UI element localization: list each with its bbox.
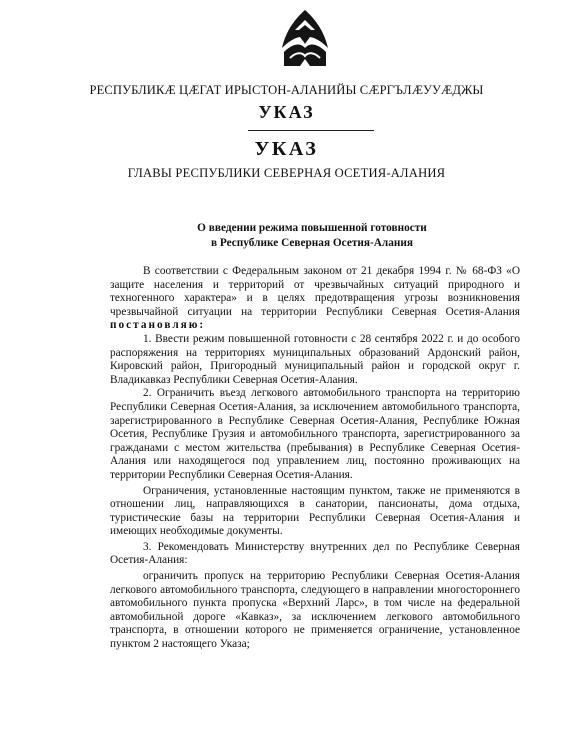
clause-1: 1. Ввести режим повышенной готовности с 28 сентября 2022 г. и до особого распоряжения на территориях муниципальных образований Ардонский район, Кировский район, Пригородный муниципальный район и городской округ г. Владикавказ Республики Северная Осетия-Алания. bbox=[110, 332, 520, 386]
clause-2: 2. Ограничить въезд легкового автомобильного транспорта на территорию Республики Северная Осетия-Алания, за исключением автомобильного транспорта, зарегистрированного в Республике Северная Осетия-Алания, Республике Южная Осетия, Республике Грузия и автомобильного транспорта, зарегистрированного за гражданами с местом жительства (пребывания) в Республике Северная Осетия-Алания или находящегося под управлением лиц, постоянно проживающих на территории Республики Северная Осетия-Алания. bbox=[110, 387, 520, 481]
header-ossetian: РЕСПУБЛИКӔ ЦӔГАТ ИРЫСТОН-АЛАНИЙЫ СӔРГЪЛӔУУӔДЖЫ bbox=[89, 83, 484, 97]
header-divider bbox=[248, 130, 374, 131]
mountain-emblem-icon bbox=[278, 8, 332, 68]
ukaz-russian: УКАЗ bbox=[254, 138, 319, 160]
decree-title-line1: О введении режима повышенной готовности bbox=[197, 222, 427, 234]
clause-3: 3. Рекомендовать Министерству внутренних дел по Республике Северная Осетия-Алания: bbox=[110, 540, 520, 567]
clause-3-item: ограничить пропуск на территорию Республики Северная Осетия-Алания легкового автомобильного транспорта, следующего в направлении многостороннего автомобильного пункта пропуска «Верхний Ларс», в том числе на федеральной автомобильной дороге «Кавказ», за исключением легкового автомобильного транспорта, в отношении которого не применяется ограничение, установленное пунктом 2 настоящего Указа; bbox=[110, 570, 520, 651]
preamble-paragraph bbox=[110, 265, 520, 333]
preamble-text: В соответствии с Федеральным законом от 21 декабря 1994 г. № 68-ФЗ «О защите населения и территорий от чрезвычайных ситуаций природного и техногенного характера» и в целях предотвращения угрозы возникновения чрезвычайной ситуации на территории Республики Северная Осетия-Алания bbox=[110, 265, 520, 318]
decree-title bbox=[0, 221, 573, 251]
decree-title-line2: в Республике Северная Осетия-Алания bbox=[210, 237, 414, 249]
ukaz-ossetian: УКАЗ bbox=[258, 102, 315, 122]
decree-body bbox=[110, 265, 520, 652]
header-russian: ГЛАВЫ РЕСПУБЛИКИ СЕВЕРНАЯ ОСЕТИЯ-АЛАНИЯ bbox=[127, 166, 446, 180]
decree-word: постановляю: bbox=[110, 319, 206, 332]
clause-2-exceptions: Ограничения, установленные настоящим пунктом, также не применяются в отношении лиц, направляющихся в санатории, пансионаты, дома отдыха, туристические базы на территории Республики Северная Осетия-Алания и имеющих необходимые документы. bbox=[110, 484, 520, 538]
